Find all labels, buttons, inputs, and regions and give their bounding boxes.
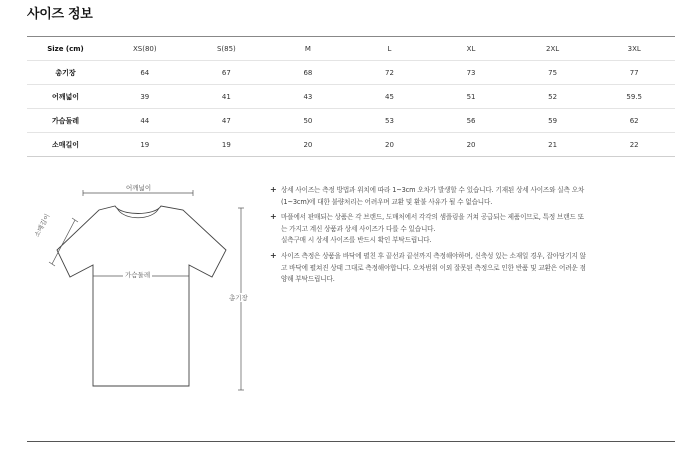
note-text: 는 가지고 계신 상품과 상세 사이즈가 다를 수 있습니다.: [281, 224, 436, 233]
chest-label: 가슴둘레: [125, 271, 151, 279]
size-notes: [270, 185, 678, 290]
table-cell: 20: [267, 133, 349, 157]
plus-icon: +: [270, 212, 277, 222]
table-cell: 72: [349, 61, 431, 85]
plus-icon: +: [270, 185, 277, 194]
row-label: 총기장: [27, 61, 104, 85]
sleeve-label: 소매길이: [32, 212, 52, 239]
note-text: 양해 부탁드립니다.: [281, 275, 335, 284]
table-row-sleeve: [27, 133, 675, 157]
size-col-xs: XS(80): [104, 37, 186, 61]
note-item: [270, 212, 678, 247]
note-text: 마플에서 판매되는 상품은 각 브랜드, 도매처에서 각각의 샘플링을 거쳐 공급되는 제품이므로, 특정 브랜드 또: [281, 213, 584, 222]
tshirt-collar: [117, 208, 159, 218]
size-col-2xl: 2XL: [512, 37, 594, 61]
note-text: 상세 사이즈는 측정 방법과 위치에 따라 1~3cm 오차가 발생할 수 있습니다. 기재된 상세 사이즈와 실측 오차: [281, 186, 585, 194]
sleeve-measure-tick-top: [72, 218, 78, 222]
table-cell: 19: [104, 133, 186, 157]
table-cell: 53: [349, 109, 431, 133]
table-cell: 52: [512, 85, 594, 109]
size-col-l: L: [349, 37, 431, 61]
note-text: 고 바닥에 펼쳐진 상태 그대로 측정해야합니다. 오차범위 이외 잘못된 측정으로 인한 반품 및 교환은 어려운 점: [281, 263, 586, 272]
table-row-shoulder: [27, 85, 675, 109]
size-header-row: [27, 37, 675, 61]
size-header-label: Size (cm): [27, 37, 104, 61]
size-col-xl: XL: [430, 37, 512, 61]
table-cell: 45: [349, 85, 431, 109]
size-col-3xl: 3XL: [593, 37, 675, 61]
table-cell: 73: [430, 61, 512, 85]
page-title: 사이즈 정보: [27, 7, 93, 22]
table-row-chest: [27, 109, 675, 133]
tshirt-measure-diagram: [27, 180, 262, 400]
row-label: 어깨넓이: [27, 85, 104, 109]
table-cell: 43: [267, 85, 349, 109]
table-cell: 59.5: [593, 85, 675, 109]
table-cell: 56: [430, 109, 512, 133]
size-table: [27, 36, 675, 157]
table-cell: 62: [593, 109, 675, 133]
note-item: [270, 251, 678, 286]
table-cell: 20: [349, 133, 431, 157]
table-cell: 51: [430, 85, 512, 109]
tshirt-outline: [57, 206, 226, 386]
table-cell: 21: [512, 133, 594, 157]
note-item: [270, 185, 678, 208]
sleeve-measure-tick-bottom: [49, 262, 55, 266]
size-col-s: S(85): [186, 37, 268, 61]
table-cell: 77: [593, 61, 675, 85]
size-col-m: M: [267, 37, 349, 61]
table-cell: 19: [186, 133, 268, 157]
table-cell: 41: [186, 85, 268, 109]
row-label: 소매길이: [27, 133, 104, 157]
table-cell: 47: [186, 109, 268, 133]
note-text: 실측구매 시 상세 사이즈를 반드시 확인 부탁드립니다.: [281, 236, 432, 245]
table-cell: 39: [104, 85, 186, 109]
sleeve-measure-line: [52, 220, 75, 264]
table-cell: 59: [512, 109, 594, 133]
tshirt-diagram-svg: [27, 180, 262, 400]
table-cell: 44: [104, 109, 186, 133]
table-cell: 22: [593, 133, 675, 157]
length-label: 총기장: [229, 294, 248, 302]
table-cell: 50: [267, 109, 349, 133]
table-cell: 67: [186, 61, 268, 85]
table-cell: 75: [512, 61, 594, 85]
bottom-divider: [27, 441, 675, 442]
shoulder-label: 어깨넓이: [126, 184, 152, 192]
row-label: 가슴둘레: [27, 109, 104, 133]
table-row-total-length: [27, 61, 675, 85]
plus-icon: +: [270, 250, 277, 260]
table-cell: 20: [430, 133, 512, 157]
note-text: (1~3cm)에 대한 불량처리는 어려우며 교환 및 환불 사유가 될 수 없습니다.: [281, 197, 493, 206]
note-text: 사이즈 측정은 상품을 바닥에 펼친 후 끝선과 끝선까지 측정해야하며, 신축성 있는 소재일 경우, 잡아당기지 않: [281, 251, 586, 260]
table-cell: 68: [267, 61, 349, 85]
table-cell: 64: [104, 61, 186, 85]
